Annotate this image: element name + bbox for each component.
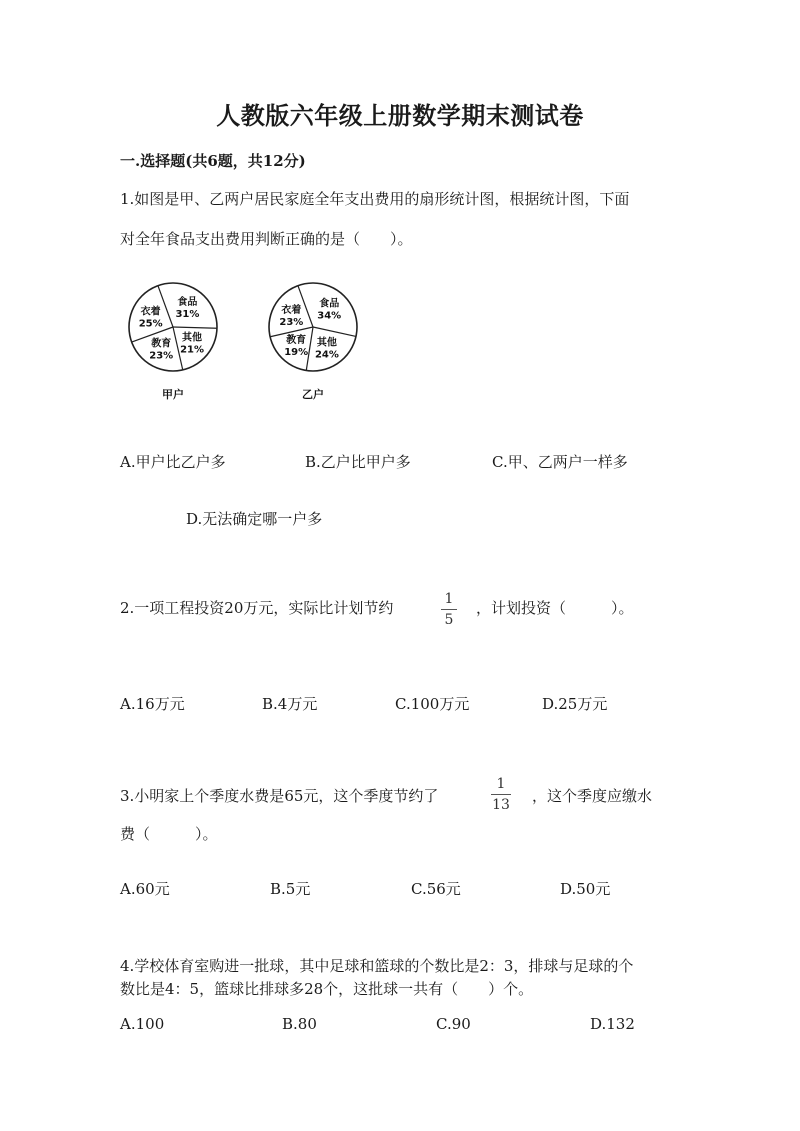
pie-slice-label: 衣着 xyxy=(281,305,302,317)
pie-chart-caption: 甲户 xyxy=(162,388,184,401)
question-3-line-2: 费（ ）。 xyxy=(120,825,218,843)
question-3-fraction xyxy=(491,777,511,813)
q1-option-c[interactable]: C.甲、乙两户一样多 xyxy=(492,453,628,471)
pie-chart-yi xyxy=(258,278,368,410)
q3-option-a[interactable]: A.60元 xyxy=(120,880,170,898)
question-2-fraction xyxy=(441,592,457,628)
q2-option-b[interactable]: B.4万元 xyxy=(262,695,318,713)
q2-option-c[interactable]: C.100万元 xyxy=(395,695,470,713)
question-1-line-2: 对全年食品支出费用判断正确的是（ ）。 xyxy=(120,230,413,248)
q4-option-a[interactable]: A.100 xyxy=(120,1015,165,1033)
pie-chart-jia-svg xyxy=(118,278,228,406)
fraction-numerator: 1 xyxy=(496,776,506,792)
pie-chart-caption: 乙户 xyxy=(302,388,324,401)
pie-slice-label: 衣着 xyxy=(140,306,161,318)
q3-option-b[interactable]: B.5元 xyxy=(270,880,311,898)
fraction-bar xyxy=(441,609,457,610)
question-3-text-after: ，这个季度应缴水 xyxy=(532,787,653,805)
fraction-denominator: 13 xyxy=(492,797,510,813)
pie-chart-yi-svg xyxy=(258,278,368,406)
pie-chart-jia xyxy=(118,278,228,410)
fraction-bar xyxy=(491,794,511,795)
q4-option-d[interactable]: D.132 xyxy=(590,1015,635,1033)
pie-slice-value-label: 31% xyxy=(175,309,200,321)
pie-slice-label: 教育 xyxy=(151,338,172,350)
pie-slice-label: 教育 xyxy=(286,335,307,347)
pie-slice-value-label: 19% xyxy=(284,347,309,359)
pie-slice-value-label: 23% xyxy=(149,350,174,362)
pie-slice-value-label: 23% xyxy=(279,317,304,329)
q1-option-a[interactable]: A.甲户比乙户多 xyxy=(120,453,226,471)
question-3-text-before: 3.小明家上个季度水费是65元，这个季度节约了 xyxy=(120,787,439,805)
question-4-line-2: 数比是4：5，篮球比排球多28个，这批球一共有（ ）个。 xyxy=(120,980,534,998)
question-4-line-1: 4.学校体育室购进一批球，其中足球和篮球的个数比是2：3，排球与足球的个 xyxy=(120,957,634,975)
fraction-numerator: 1 xyxy=(444,591,454,607)
section-heading: 一.选择题(共6题，共12分) xyxy=(120,152,306,170)
q3-option-d[interactable]: D.50元 xyxy=(560,880,611,898)
pie-slice-label: 食品 xyxy=(319,298,340,310)
q3-option-c[interactable]: C.56元 xyxy=(411,880,461,898)
pie-slice-label: 其他 xyxy=(182,332,203,344)
question-2-text-before: 2.一项工程投资20万元，实际比计划节约 xyxy=(120,599,394,617)
q1-option-d[interactable]: D.无法确定哪一户多 xyxy=(186,510,323,528)
pie-slice-label: 食品 xyxy=(177,297,198,309)
pie-slice-value-label: 24% xyxy=(314,349,339,361)
fraction-denominator: 5 xyxy=(444,612,454,628)
pie-slice-value-label: 34% xyxy=(317,310,342,322)
q4-option-c[interactable]: C.90 xyxy=(436,1015,471,1033)
page-title: 人教版六年级上册数学期末测试卷 xyxy=(216,101,584,130)
q4-option-b[interactable]: B.80 xyxy=(282,1015,317,1033)
question-1-line-1: 1.如图是甲、乙两户居民家庭全年支出费用的扇形统计图，根据统计图，下面 xyxy=(120,190,630,208)
q2-option-a[interactable]: A.16万元 xyxy=(120,695,185,713)
pie-slice-label: 其他 xyxy=(316,337,337,349)
question-2-text-after: ，计划投资（ ）。 xyxy=(476,599,634,617)
q1-option-b[interactable]: B.乙户比甲户多 xyxy=(305,453,411,471)
q2-option-d[interactable]: D.25万元 xyxy=(542,695,608,713)
pie-slice-value-label: 25% xyxy=(138,318,163,330)
pie-slice-value-label: 21% xyxy=(180,344,205,356)
